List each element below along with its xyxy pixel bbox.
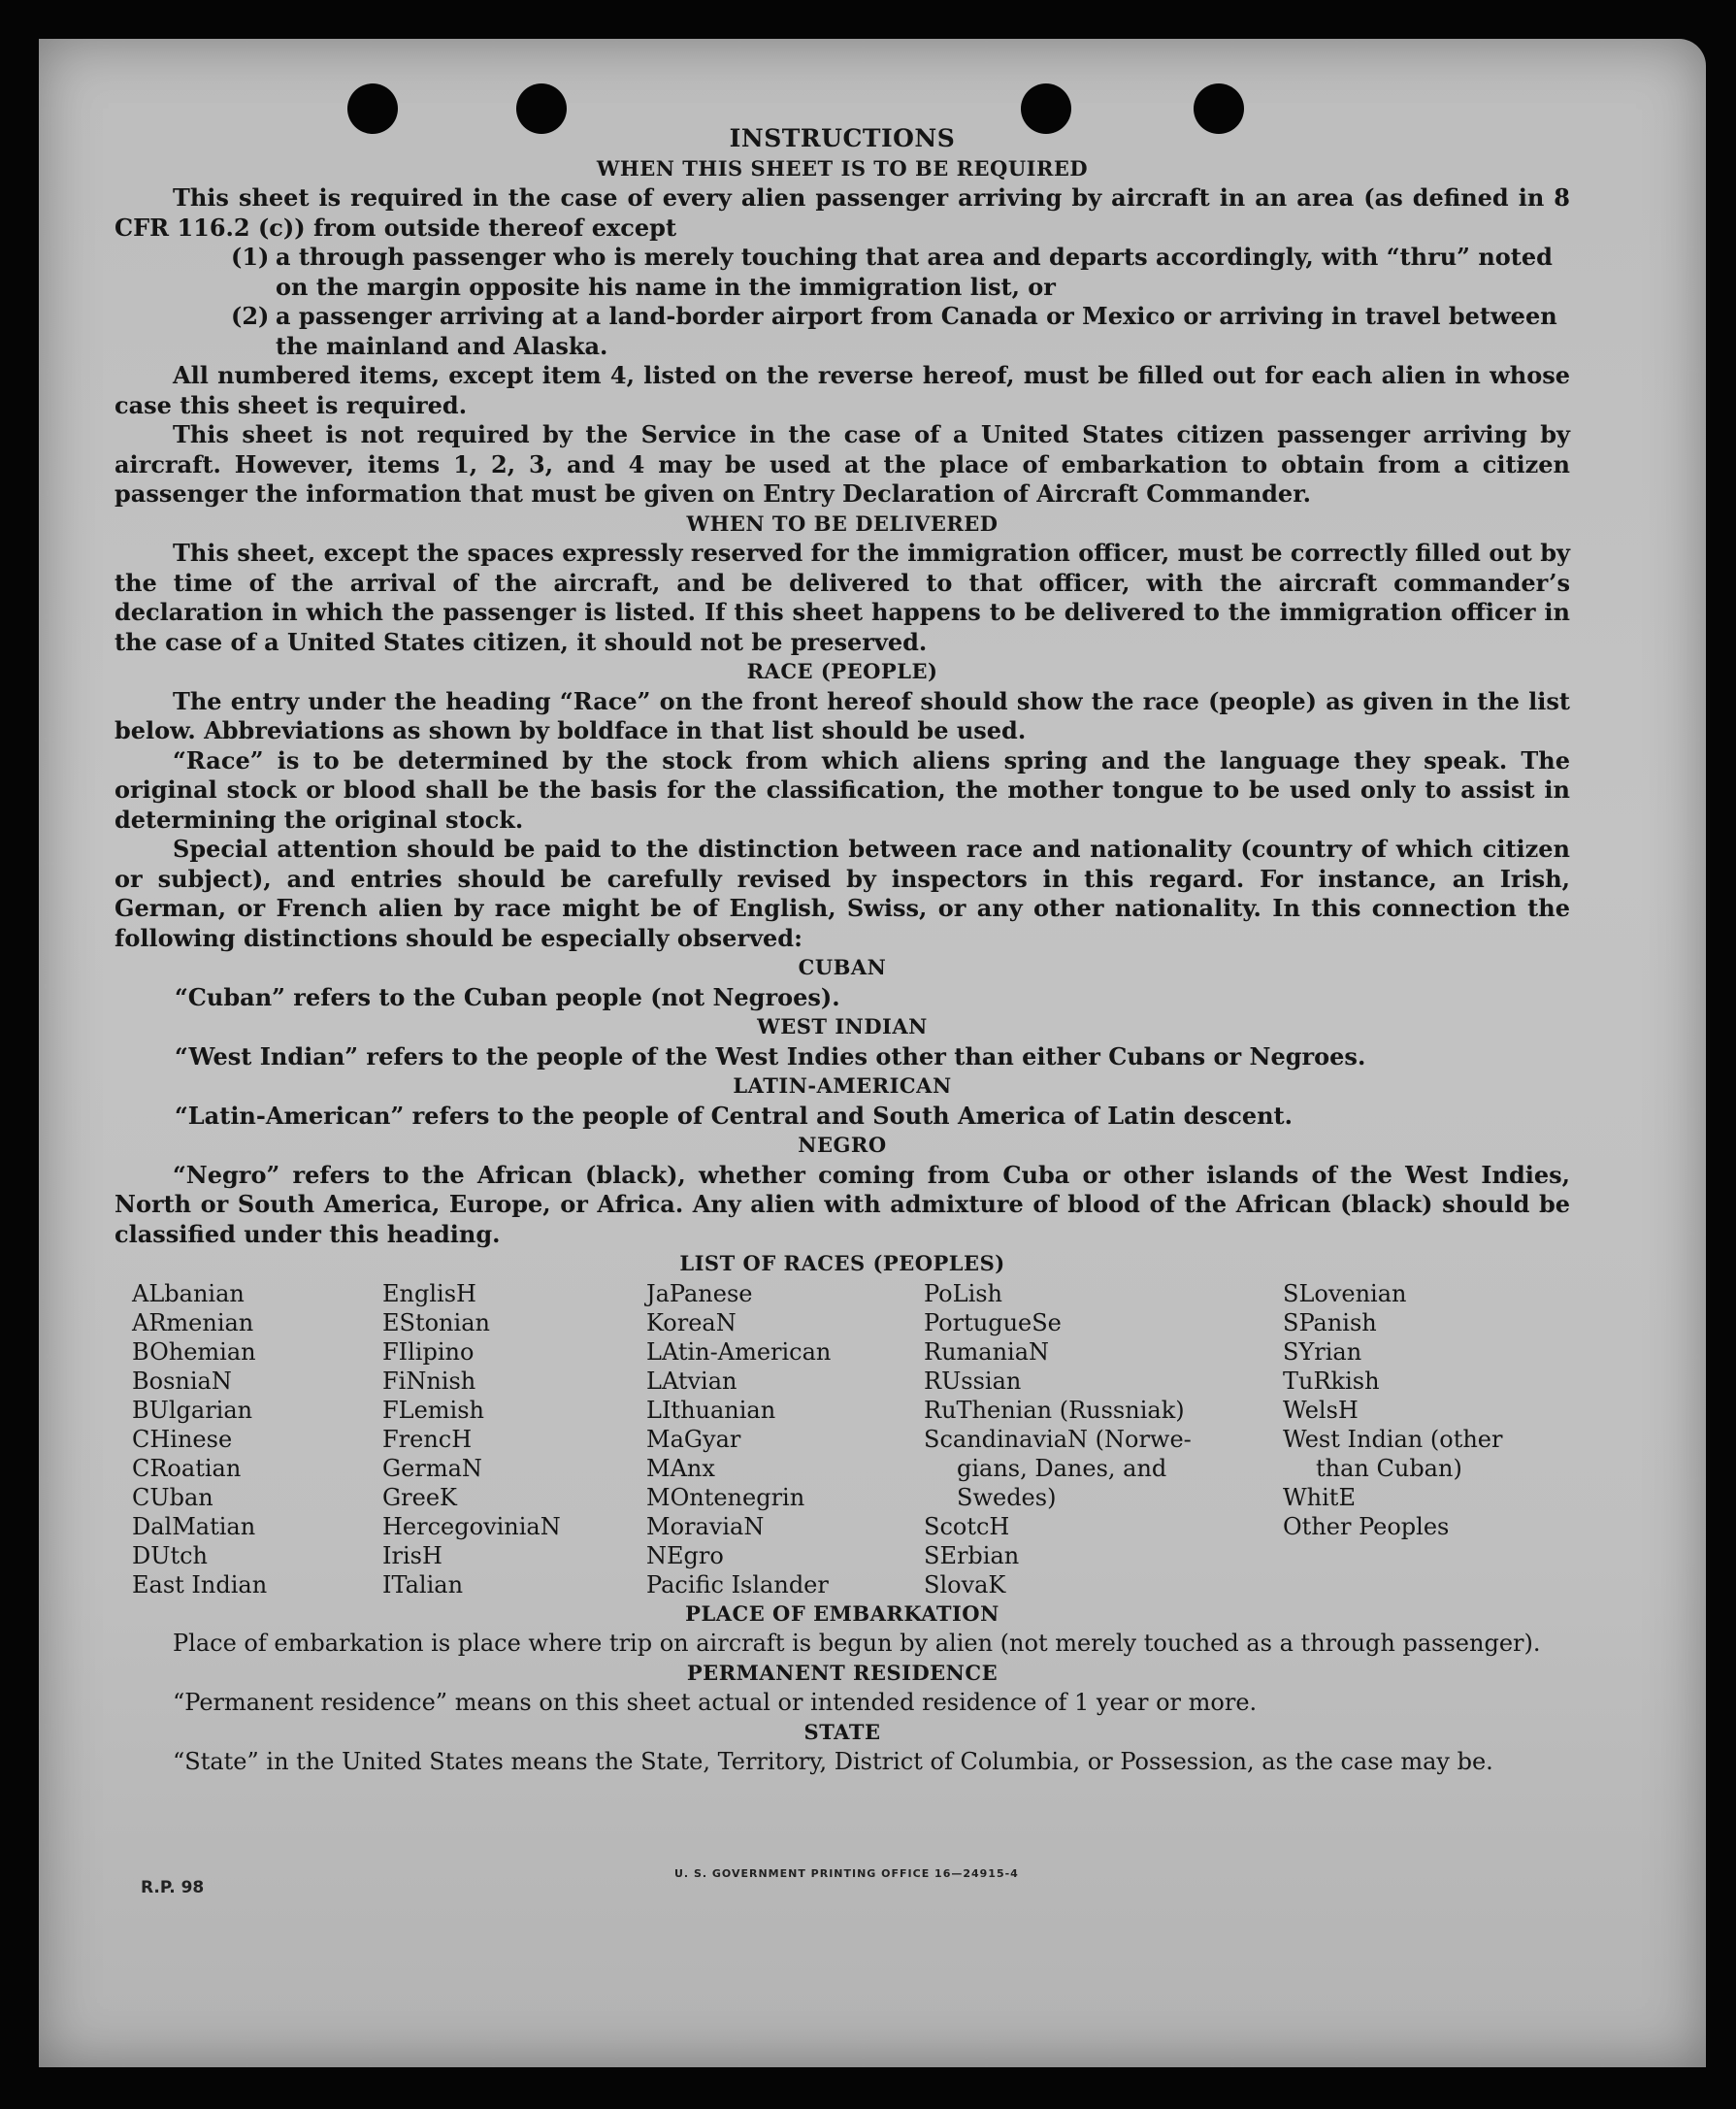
race-entry: BOhemian [132, 1337, 256, 1366]
race-entry: NEgro [646, 1541, 724, 1569]
race-entry: DUtch [132, 1541, 209, 1569]
race-entry: EnglisH [382, 1279, 476, 1307]
item-text: a through passenger who is merely touching that area and departs accordingly, with “thru” noted on the margin opposite his name in the immigration list, or [276, 243, 1553, 301]
paragraph: “Race” is to be determined by the stock from which aliens spring and the language they speak. The original stock or blood shall be the basis for the classification, the mother tongue to be used only to assist in determining the original stock. [115, 745, 1570, 834]
printer-imprint: U. S. GOVERNMENT PRINTING OFFICE 16—24915-4 [674, 1867, 1019, 1880]
race-entry: FrencH [382, 1425, 473, 1453]
race-entry: CHinese [132, 1425, 233, 1453]
race-entry: ARmenian [132, 1308, 254, 1336]
heading-required: WHEN THIS SHEET IS TO BE REQUIRED [596, 155, 1089, 181]
race-entry: WhitE [1283, 1483, 1356, 1511]
race-entry: Swedes) [957, 1483, 1057, 1511]
definition-state: “State” in the United States means the State, Territory, District of Columbia, or Possession, as the case may be. [173, 1748, 1493, 1775]
race-entry: CUban [132, 1483, 213, 1511]
heading-latin-american: LATIN-AMERICAN [733, 1073, 952, 1098]
race-column [1283, 1279, 1535, 1599]
paragraph: This sheet, except the spaces expressly reserved for the immigration officer, must be correctly filled out by the time of the arrival of the aircraft, and be delivered to that officer, with the aircraft commander’s declaration in which the passenger is listed. If this sheet happens to be delivered to the immigration officer in the case of a United States citizen, it should not be preserved. [115, 539, 1570, 656]
definition-embarkation: Place of embarkation is place where trip on aircraft is begun by alien (not merely touched as a through passenger). [173, 1630, 1541, 1657]
item-number: (2) [231, 302, 270, 330]
race-entry: BosniaN [132, 1367, 232, 1395]
race-entry: FiNnish [382, 1367, 476, 1395]
race-entry: HercegoviniaN [382, 1512, 561, 1540]
heading-race-list: LIST OF RACES (PEOPLES) [679, 1251, 1005, 1275]
heading-state: STATE [803, 1719, 881, 1744]
race-entry: gians, Danes, and [957, 1454, 1167, 1482]
heading-delivered: WHEN TO BE DELIVERED [686, 511, 999, 536]
race-column [924, 1279, 1283, 1599]
race-column [646, 1279, 924, 1599]
race-entry: GermaN [382, 1454, 482, 1482]
paragraph: The entry under the heading “Race” on the front hereof should show the race (people) as given in the list below. Abbreviations as shown by boldface in that list should be used. [115, 686, 1570, 744]
race-entry: DalMatian [132, 1512, 256, 1540]
definition-negro: “Negro” refers to the African (black), whether coming from Cuba or other islands of the West Indies, North or South America, Europe, or Africa. Any alien with admixture of blood of the African (black) should be classified under this heading. [115, 1160, 1570, 1248]
item-text: a passenger arriving at a land-border airport from Canada or Mexico or arriving in travel between the mainland and Alaska. [276, 302, 1557, 360]
race-entry: IrisH [382, 1541, 442, 1569]
race-entry: SYrian [1283, 1337, 1362, 1366]
paragraph: This sheet is not required by the Service in the case of a United States citizen passenger arriving by aircraft. However, items 1, 2, 3, and 4 may be used at the place of embarkation to obtain from a citizen passenger the information that must be given on Entry Declaration of Aircraft Commander. [115, 420, 1570, 508]
heading-residence: PERMANENT RESIDENCE [686, 1660, 999, 1685]
heading-race: RACE (PEOPLE) [746, 659, 938, 683]
heading-west-indian: WEST INDIAN [757, 1014, 928, 1038]
list-item [115, 243, 1570, 302]
race-entry: BUlgarian [132, 1396, 253, 1424]
race-entry: than Cuban) [1316, 1454, 1462, 1482]
race-entry: SLovenian [1283, 1279, 1407, 1307]
race-entry: LIthuanian [646, 1396, 776, 1424]
race-entry: East Indian [132, 1570, 268, 1598]
race-column [382, 1279, 646, 1599]
race-list [132, 1279, 1570, 1599]
race-entry: SErbian [924, 1541, 1020, 1569]
document-page [39, 39, 1706, 2067]
race-entry: MaGyar [646, 1425, 741, 1453]
race-entry: LAtvian [646, 1367, 737, 1395]
race-entry: PoLish [924, 1279, 1003, 1307]
race-entry: FIlipino [382, 1337, 475, 1366]
race-entry: RuThenian (Russniak) [924, 1396, 1185, 1424]
race-entry: RumaniaN [924, 1337, 1050, 1366]
race-entry: MOntenegrin [646, 1483, 805, 1511]
definition-latin-american: “Latin-American” refers to the people of Central and South America of Latin descent. [175, 1101, 1293, 1130]
paragraph: This sheet is required in the case of every alien passenger arriving by aircraft in an area (as defined in 8 CFR 116.2 (c)) from outside thereof except [115, 183, 1570, 242]
heading-negro: NEGRO [798, 1133, 887, 1157]
page-title: INSTRUCTIONS [729, 124, 956, 152]
race-entry: SlovaK [924, 1570, 1006, 1598]
race-entry: JaPanese [646, 1279, 753, 1307]
race-entry: West Indian (other [1283, 1425, 1503, 1453]
paragraph: All numbered items, except item 4, listed on the reverse hereof, must be filled out for each alien in whose case this sheet is required. [115, 361, 1570, 419]
race-entry: MAnx [646, 1454, 715, 1482]
race-entry: MoraviaN [646, 1512, 765, 1540]
list-item [115, 302, 1570, 361]
race-entry: Other Peoples [1283, 1512, 1450, 1540]
race-entry: RUssian [924, 1367, 1022, 1395]
item-number: (1) [231, 243, 270, 271]
heading-cuban: CUBAN [798, 955, 887, 979]
race-column [132, 1279, 382, 1599]
race-entry: KoreaN [646, 1308, 737, 1336]
instructions-body [115, 124, 1570, 1777]
definition-residence: “Permanent residence” means on this sheet actual or intended residence of 1 year or more. [173, 1689, 1258, 1716]
race-entry: EStonian [382, 1308, 490, 1336]
definition-west-indian: “West Indian” refers to the people of the West Indies other than either Cubans or Negroes. [175, 1041, 1366, 1071]
race-entry: SPanish [1283, 1308, 1377, 1336]
race-entry: ITalian [382, 1570, 464, 1598]
race-entry: GreeK [382, 1483, 457, 1511]
race-entry: TuRkish [1283, 1367, 1380, 1395]
paragraph: Special attention should be paid to the distinction between race and nationality (country of which citizen or subject), and entries should be carefully revised by inspectors in this regard. For instance, an Irish, German, or French alien by race might be of English, Swiss, or any other nationality. In this connection the following distinctions should be especially observed: [115, 835, 1570, 952]
definition-cuban: “Cuban” refers to the Cuban people (not Negroes). [175, 982, 840, 1011]
form-number: R.P. 98 [141, 1878, 205, 1897]
race-entry: ScandinaviaN (Norwe- [924, 1425, 1192, 1453]
race-entry: WelsH [1283, 1396, 1359, 1424]
race-entry: Pacific Islander [646, 1570, 829, 1598]
race-entry: FLemish [382, 1396, 484, 1424]
heading-embarkation: PLACE OF EMBARKATION [685, 1600, 999, 1626]
race-entry: ALbanian [132, 1279, 245, 1307]
race-entry: PortugueSe [924, 1308, 1062, 1336]
race-entry: LAtin-American [646, 1337, 832, 1366]
race-entry: ScotcH [924, 1512, 1010, 1540]
race-entry: CRoatian [132, 1454, 242, 1482]
